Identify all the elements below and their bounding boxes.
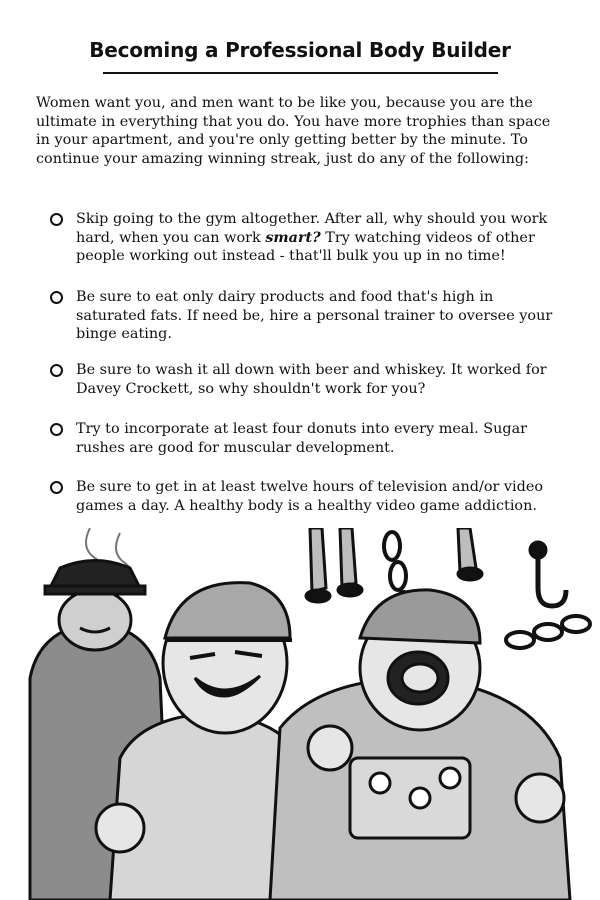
option-4-text: Try to incorporate at least four donuts into every meal. Sugar rushes are good for muscular development. [76, 421, 528, 456]
option-1-text: Skip going to the gym altogether. After all, why should you work hard, when you can work smart? Try watching videos of other people working out instead - that'll bulk you up in no time! [76, 211, 548, 264]
option-3-text: Be sure to wash it all down with beer and whiskey. It worked for Davey Crockett, so why shouldn't work for you? [76, 362, 547, 397]
page-title: Becoming a Professional Body Builder [89, 38, 511, 62]
radio-button[interactable] [50, 213, 63, 226]
option-5-text: Be sure to get in at least twelve hours of television and/or video games a day. A healthy body is a healthy video game addiction. [76, 479, 544, 514]
illustration [0, 528, 600, 900]
radio-button[interactable] [50, 481, 63, 494]
option-2-text: Be sure to eat only dairy products and food that's high in saturated fats. If need be, hire a personal trainer to oversee your binge eating. [76, 289, 553, 342]
emphasis-text: smart? [265, 228, 321, 246]
meat-hook [531, 543, 566, 606]
title-underline [103, 72, 498, 74]
man-eating-donuts [270, 590, 570, 900]
radio-button[interactable] [50, 364, 63, 377]
radio-button[interactable] [50, 423, 63, 436]
radio-button[interactable] [50, 291, 63, 304]
intro-paragraph: Women want you, and men want to be like you, because you are the ultimate in everything that you do. You have more trophies than space in your apartment, and you're only getting better by the minute. To continue your amazing winning streak, just do any of the following: [36, 95, 551, 167]
